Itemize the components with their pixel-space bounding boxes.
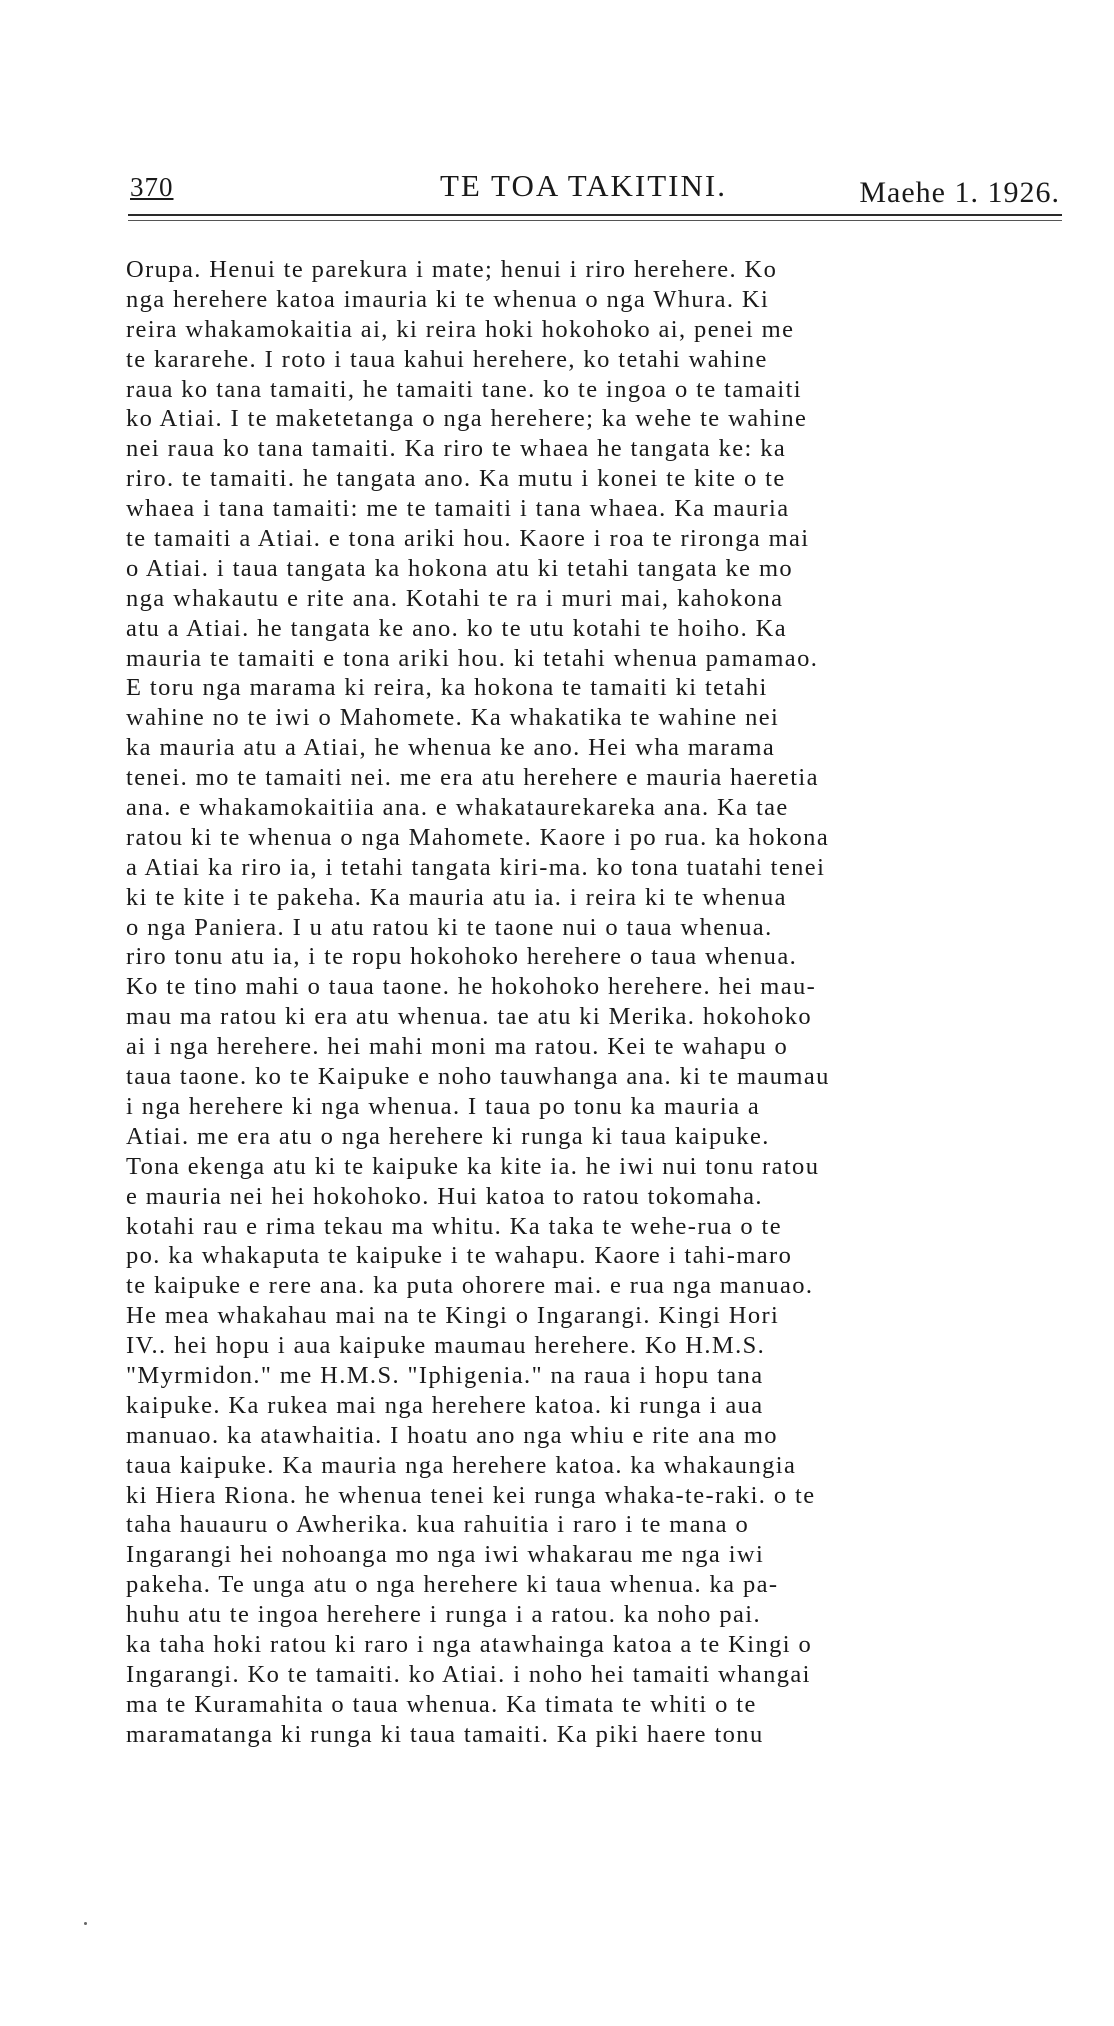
text-line: ko Atiai. I te maketetanga o nga herehere; ka wehe te wahine — [126, 405, 808, 433]
text-line: ma te Kuramahita o taua whenua. Ka timata te whiti o te — [126, 1690, 757, 1718]
text-line: taua taone. ko te Kaipuke e noho tauwhanga ana. ki te maumau — [126, 1063, 830, 1091]
text-line: He mea whakahau mai na te Kingi o Ingarangi. Kingi Hori — [126, 1302, 780, 1330]
text-line: wahine no te iwi o Mahomete. Ka whakatika te wahine nei — [126, 704, 780, 732]
text-line: nga whakautu e rite ana. Kotahi te ra i muri mai, kahokona — [126, 584, 784, 612]
page-number: 370 — [130, 172, 174, 202]
running-title: TE TOA TAKITINI. — [440, 168, 727, 203]
text-line: e mauria nei hei hokohoko. Hui katoa to ratou tokomaha. — [126, 1182, 763, 1210]
text-line: raua ko tana tamaiti, he tamaiti tane. ko te ingoa o te tamaiti — [126, 375, 802, 403]
text-line: ka taha hoki ratou ki raro i nga atawhainga katoa a te Kingi o — [126, 1630, 813, 1658]
text-line: ai i nga herehere. hei mahi moni ma ratou. Kei te wahapu o — [126, 1033, 789, 1061]
text-line: IV.. hei hopu i aua kaipuke maumau herehere. Ko H.M.S. — [126, 1332, 766, 1360]
text-line: Orupa. Henui te parekura i mate; henui i riro herehere. Ko — [126, 256, 778, 283]
text-line: nei raua ko tana tamaiti. Ka riro te whaea he tangata ke: ka — [126, 435, 787, 463]
text-line: ratou ki te whenua o nga Mahomete. Kaore i po rua. ka hokona — [126, 823, 830, 851]
text-line: o Atiai. i taua tangata ka hokona atu ki tetahi tangata ke mo — [126, 554, 794, 582]
text-line: kaipuke. Ka rukea mai nga herehere katoa. ki runga i aua — [126, 1391, 764, 1419]
text-line: "Myrmidon." me H.M.S. "Iphigenia." na raua i hopu tana — [126, 1361, 764, 1389]
page-header — [130, 168, 1060, 208]
text-line: riro tonu atu ia, i te ropu hokohoko herehere o taua whenua. — [126, 943, 798, 971]
text-line: E toru nga marama ki reira, ka hokona te tamaiti ki tetahi — [126, 674, 768, 702]
text-line: Ingarangi hei nohoanga mo nga iwi whakarau me nga iwi — [126, 1541, 765, 1569]
text-line: riro. te tamaiti. he tangata ano. Ka mutu i konei te kite o te — [126, 465, 786, 493]
text-line: Ingarangi. Ko te tamaiti. ko Atiai. i noho hei tamaiti whangai — [126, 1660, 811, 1688]
text-line: ki Hiera Riona. he whenua tenei kei runga whaka-te-raki. o te — [126, 1481, 816, 1509]
text-line: atu a Atiai. he tangata ke ano. ko te utu kotahi te hoiho. Ka — [126, 614, 787, 642]
text-line: Atiai. me era atu o nga herehere ki runga ki taua kaipuke. — [126, 1122, 770, 1150]
header-rule-thick — [128, 214, 1062, 216]
text-line: whaea i tana tamaiti: me te tamaiti i tana whaea. Ka mauria — [126, 495, 790, 523]
text-line: taha hauauru o Awherika. kua rahuitia i raro i te mana o — [126, 1511, 750, 1539]
text-line: reira whakamokaitia ai, ki reira hoki hokohoko ai, penei me — [126, 315, 795, 343]
text-line: nga herehere katoa imauria ki te whenua o nga Whura. Ki — [126, 285, 770, 313]
text-line: i nga herehere ki nga whenua. I taua po tonu ka mauria a — [126, 1092, 761, 1120]
header-rule-thin — [128, 220, 1062, 221]
text-line: mauria te tamaiti e tona ariki hou. ki tetahi whenua pamamao. — [126, 644, 819, 672]
issue-date: Maehe 1. 1926. — [859, 176, 1060, 209]
scan-speck — [84, 1922, 87, 1925]
text-line: huhu atu te ingoa herehere i runga i a ratou. ka noho pai. — [126, 1601, 761, 1629]
text-line: te tamaiti a Atiai. e tona ariki hou. Kaore i roa te rironga mai — [126, 525, 810, 553]
text-line: kotahi rau e rima tekau ma whitu. Ka taka te wehe-rua o te — [126, 1212, 783, 1240]
text-line: a Atiai ka riro ia, i tetahi tangata kiri-ma. ko tona tuatahi tenei — [126, 853, 826, 881]
text-line: tenei. mo te tamaiti nei. me era atu herehere e mauria haeretia — [126, 764, 819, 792]
text-line: ka mauria atu a Atiai, he whenua ke ano. Hei wha marama — [126, 734, 776, 762]
text-line: mau ma ratou ki era atu whenua. tae atu ki Merika. hokohoko — [126, 1003, 813, 1031]
text-line: ana. e whakamokaitiia ana. e whakataurekareka ana. Ka tae — [126, 794, 789, 822]
body-text — [126, 255, 1060, 1750]
text-line: o nga Paniera. I u atu ratou ki te taone nui o taua whenua. — [126, 913, 773, 941]
text-line: maramatanga ki runga ki taua tamaiti. Ka piki haere tonu — [126, 1720, 764, 1748]
text-line: manuao. ka atawhaitia. I hoatu ano nga whiu e rite ana mo — [126, 1421, 778, 1449]
text-line: Tona ekenga atu ki te kaipuke ka kite ia. he iwi nui tonu ratou — [126, 1152, 820, 1180]
text-line: taua kaipuke. Ka mauria nga herehere katoa. ka whakaungia — [126, 1451, 797, 1479]
text-line: ki te kite i te pakeha. Ka mauria atu ia. i reira ki te whenua — [126, 883, 787, 911]
text-line: Ko te tino mahi o taua taone. he hokohoko herehere. hei mau- — [126, 973, 817, 1001]
text-line: te kararehe. I roto i taua kahui herehere, ko tetahi wahine — [126, 345, 768, 373]
text-line: po. ka whakaputa te kaipuke i te wahapu. Kaore i tahi-maro — [126, 1242, 793, 1270]
text-line: te kaipuke e rere ana. ka puta ohorere mai. e rua nga manuao. — [126, 1272, 814, 1300]
text-line: pakeha. Te unga atu o nga herehere ki taua whenua. ka pa- — [126, 1571, 779, 1599]
